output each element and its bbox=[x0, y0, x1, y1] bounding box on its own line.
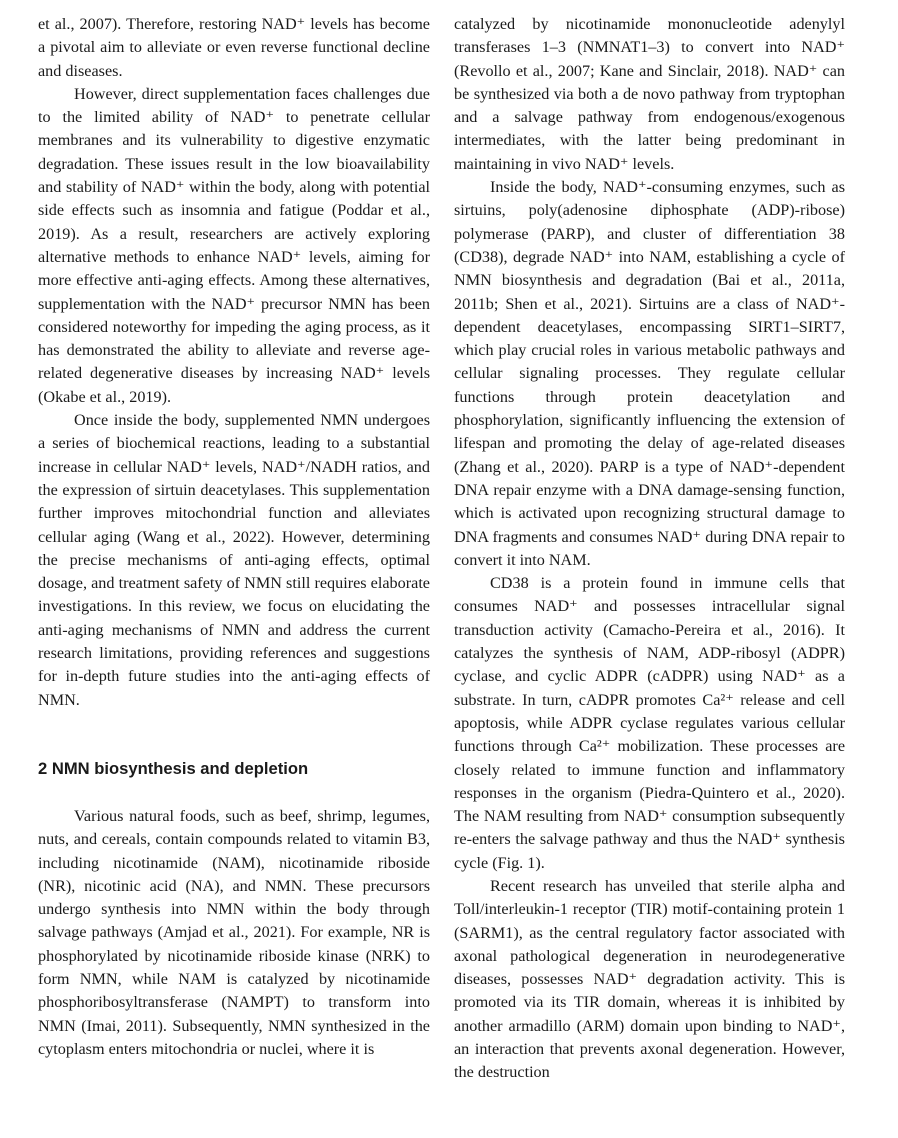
paragraph: et al., 2007). Therefore, restoring NAD⁺ levels has become a pivotal aim to alleviate or even reverse functional decline and diseases. bbox=[38, 15, 430, 80]
left-column bbox=[38, 13, 430, 1061]
right-column bbox=[454, 13, 845, 1085]
section-heading: 2 NMN biosynthesis and depletion bbox=[38, 758, 309, 778]
paragraph: CD38 is a protein found in immune cells that consumes NAD⁺ and possesses intracellular signal transduction activity (Camacho-Pereira et al., 2016). It catalyzes the synthesis of NAM, ADP-ribosyl (ADPR) cyclase, and cyclic ADPR (cADPR) using NAD⁺ as a substrate. In turn, cADPR promotes Ca²⁺ release and cell apoptosis, while ADPR cyclase regulates various cellular functions through Ca²⁺ mobilization. These processes are closely related to immune function and inflammatory responses in the organism (Piedra-Quintero et al., 2020). The NAM resulting from NAD⁺ consumption subsequently re-enters the salvage pathway and thus the NAD⁺ synthesis cycle (Fig. 1). bbox=[454, 574, 845, 872]
paragraph: Once inside the body, supplemented NMN undergoes a series of biochemical reactions, leading to a substantial increase in cellular NAD⁺ levels, NAD⁺/NADH ratios, and the expression of sirtuin deacetylases. This supplementation further improves mitochondrial function and alleviates cellular aging (Wang et al., 2022). However, determining the precise mechanisms of anti-aging effects, optimal dosage, and treatment safety of NMN still requires elaborate investigations. In this review, we focus on elucidating the anti-aging mechanisms of NMN and address the current research limitations, providing references and suggestions for in-depth future studies into the anti-aging effects of NMN. bbox=[38, 411, 430, 709]
paragraph: catalyzed by nicotinamide mononucleotide adenylyl transferases 1–3 (NMNAT1–3) to convert into NAD⁺ (Revollo et al., 2007; Kane and Sinclair, 2018). NAD⁺ can be synthesized via both a de novo pathway from tryptophan and a salvage pathway from endogenous/exogenous intermediates, with the latter being predominant in maintaining in vivo NAD⁺ levels. bbox=[454, 15, 845, 173]
paragraph: Recent research has unveiled that sterile alpha and Toll/interleukin-1 receptor (TIR) motif-containing protein 1 (SARM1), as the central regulatory factor associated with axonal pathological degeneration in neurodegenerative diseases, possesses NAD⁺ degradation activity. This is promoted via its TIR domain, whereas it is inhibited by another armadillo (ARM) domain upon binding to NAD⁺, an interaction that prevents axonal degeneration. However, the destruction bbox=[454, 876, 845, 1082]
paragraph: Inside the body, NAD⁺-consuming enzymes, such as sirtuins, poly(adenosine diphosphate (ADP)-ribose) polymerase (PARP), and cluster of differentiation 38 (CD38), degrade NAD⁺ into NAM, establishing a cycle of NMN biosynthesis and degradation (Bai et al., 2011a, 2011b; Shen et al., 2021). Sirtuins are a class of NAD⁺-dependent deacetylases, encompassing SIRT1–SIRT7, which play crucial roles in various metabolic pathways and cellular signaling processes. They regulate cellular functions through protein deacetylation and phosphorylation, significantly influencing the extension of lifespan and promoting the delay of age-related diseases (Zhang et al., 2020). PARP is a type of NAD⁺-dependent DNA repair enzyme with a DNA damage-sensing function, which is activated upon recognizing structural damage to DNA fragments and consumes NAD⁺ during DNA repair to convert it into NAM. bbox=[454, 178, 845, 569]
paragraph: Various natural foods, such as beef, shrimp, legumes, nuts, and cereals, contain compounds related to vitamin B3, including nicotinamide (NAM), nicotinamide riboside (NR), nicotinic acid (NA), and NMN. These precursors undergo synthesis into NMN within the body through salvage pathways (Amjad et al., 2021). For example, NR is phosphorylated by nicotinamide riboside kinase (NRK) to form NMN, while NAM is catalyzed by nicotinamide phosphoribosyltransferase (NAMPT) to transform into NMN (Imai, 2011). Subsequently, NMN synthesized in the cytoplasm enters mitochondria or nuclei, where it is bbox=[38, 806, 430, 1058]
paragraph: However, direct supplementation faces challenges due to the limited ability of NAD⁺ to penetrate cellular membranes and its vulnerability to digestive enzymatic degradation. These issues result in the low bioavailability and stability of NAD⁺ within the body, along with potential side effects such as insomnia and fatigue (Poddar et al., 2019). As a result, researchers are actively exploring alternative methods to enhance NAD⁺ levels, aiming for more effective anti-aging effects. Among these alternatives, supplementation with the NAD⁺ precursor NMN has been considered noteworthy for impeding the aging process, as it has demonstrated the ability to alleviate and reverse age-related degenerative diseases by increasing NAD⁺ levels (Okabe et al., 2019). bbox=[38, 84, 430, 406]
